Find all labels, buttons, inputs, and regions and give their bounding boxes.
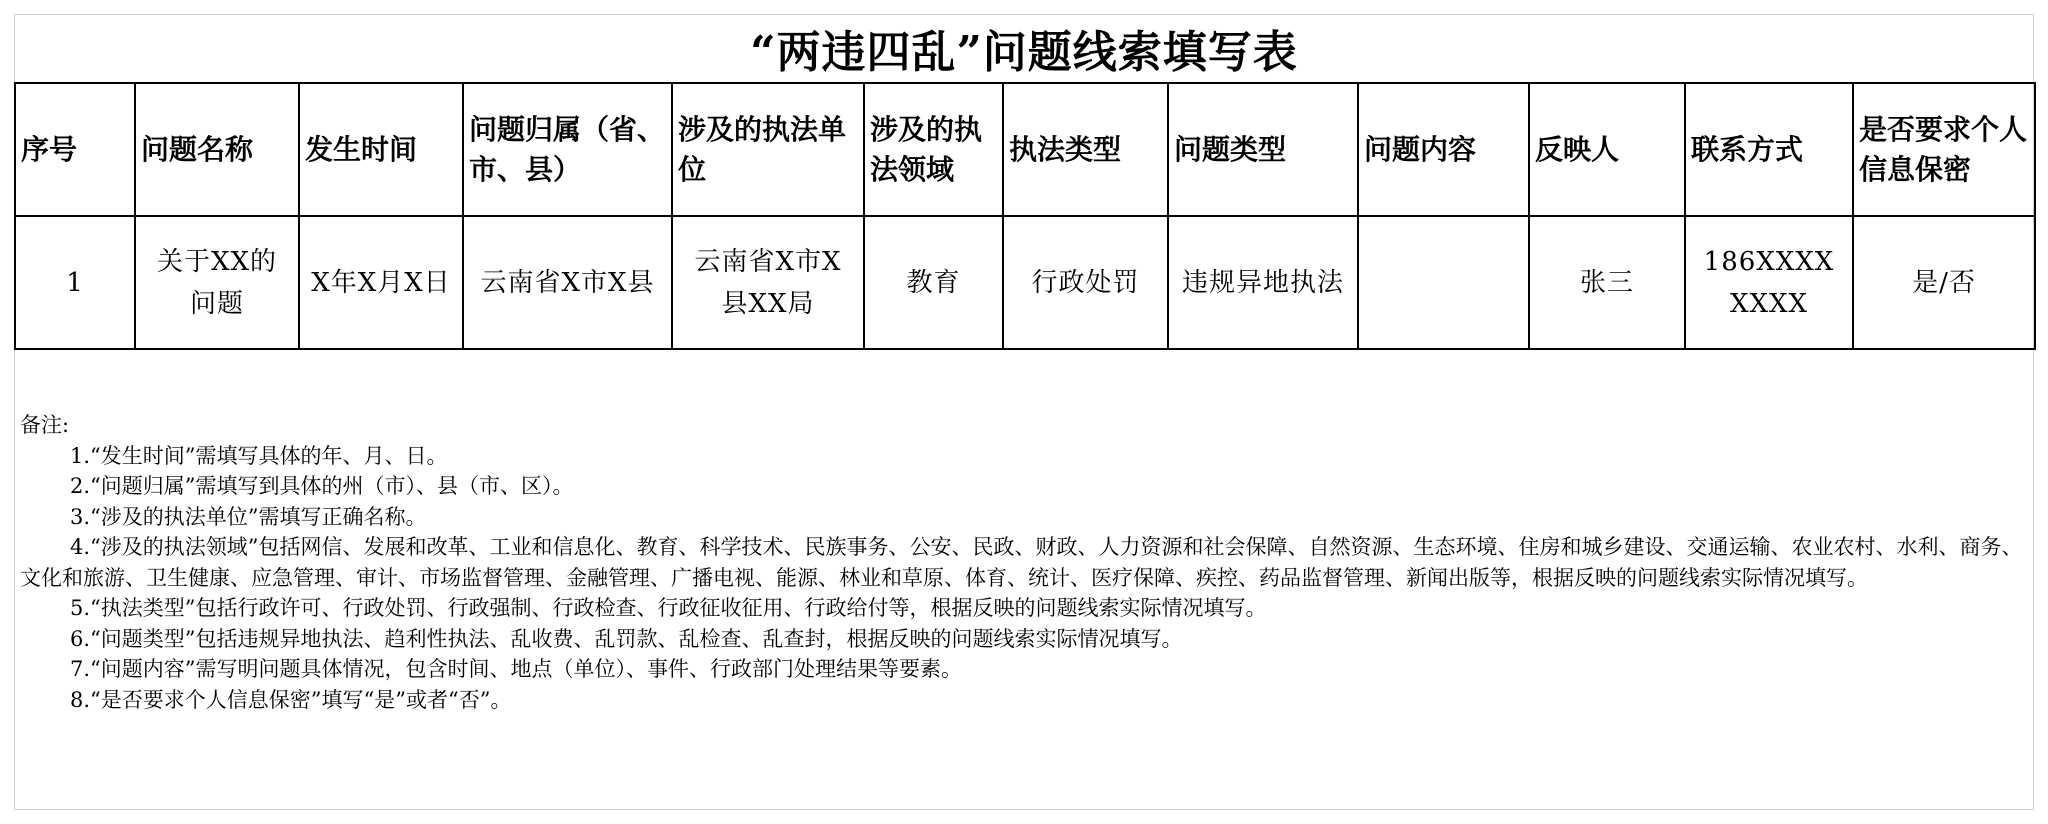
header-cell-issue-content: 问题内容: [1358, 83, 1529, 216]
clue-table: [14, 82, 2036, 350]
cell-issue-type[interactable]: 违规异地执法: [1168, 216, 1358, 349]
cell-enforcement-field[interactable]: 教育: [864, 216, 1003, 349]
cell-issue-content[interactable]: [1358, 216, 1529, 349]
cell-enforcement-type[interactable]: 行政处罚: [1003, 216, 1168, 349]
table-row: [15, 216, 2035, 349]
header-cell-issue-name: 问题名称: [135, 83, 299, 216]
note-item: 3.“涉及的执法单位”需填写正确名称。: [70, 504, 427, 529]
header-row: [15, 83, 2035, 216]
header-cell-reporter: 反映人: [1529, 83, 1685, 216]
header-cell-enforcement-unit: 涉及的执法单位: [672, 83, 864, 216]
header-cell-contact: 联系方式: [1685, 83, 1853, 216]
notes-section: [20, 410, 2030, 715]
cell-index[interactable]: 1: [15, 216, 135, 349]
note-item: 7.“问题内容”需写明问题具体情况，包含时间、地点（单位）、事件、行政部门处理结果等要素。: [70, 657, 963, 681]
form-title: “两违四乱”问题线索填写表: [750, 27, 1298, 78]
note-item: 8.“是否要求个人信息保密”填写“是”或者“否”。: [70, 687, 512, 712]
note-item: 6.“问题类型”包括违规异地执法、趋利性执法、乱收费、乱罚款、乱检查、乱查封，根据反映的问题线索实际情况填写。: [70, 626, 1183, 651]
header-cell-enforcement-field: 涉及的执法领域: [864, 83, 1003, 216]
header-cell-jurisdiction: 问题归属（省、市、县）: [463, 83, 672, 216]
cell-jurisdiction[interactable]: 云南省X市X县: [463, 216, 672, 349]
header-cell-index: 序号: [15, 83, 135, 216]
header-cell-issue-type: 问题类型: [1168, 83, 1358, 216]
note-item: 1.“发生时间”需填写具体的年、月、日。: [70, 443, 448, 468]
cell-occurred-time[interactable]: X年X月X日: [299, 216, 463, 349]
cell-contact[interactable]: 186XXXXXXXX: [1685, 216, 1853, 349]
cell-issue-name[interactable]: 关于XX的问题: [135, 216, 299, 349]
header-cell-enforcement-type: 执法类型: [1003, 83, 1168, 216]
cell-confidential[interactable]: 是/否: [1853, 216, 2035, 349]
note-item: 2.“问题归属”需填写到具体的州（市）、县（市、区）。: [70, 474, 574, 498]
note-item: 4.“涉及的执法领域”包括网信、发展和改革、工业和信息化、教育、科学技术、民族事务、公安、民政、财政、人力资源和社会保障、自然资源、生态环境、住房和城乡建设、交通运输、农业农村、水利、商务、文化和旅游、卫生健康、应急管理、审计、市场监督管理、金融管理、广播电视、能源、林业和草原、体育、统计、医疗保障、疾控、药品监督管理、新闻出版等，根据反映的问题线索实际情况填写。: [20, 535, 2023, 590]
cell-enforcement-unit[interactable]: 云南省X市X县XX局: [672, 216, 864, 349]
header-cell-occurred-time: 发生时间: [299, 83, 463, 216]
header-cell-confidential: 是否要求个人信息保密: [1853, 83, 2035, 216]
notes-heading: 备注:: [20, 413, 70, 437]
note-item: 5.“执法类型”包括行政许可、行政处罚、行政强制、行政检查、行政征收征用、行政给付等，根据反映的问题线索实际情况填写。: [70, 596, 1267, 620]
cell-reporter[interactable]: 张三: [1529, 216, 1685, 349]
